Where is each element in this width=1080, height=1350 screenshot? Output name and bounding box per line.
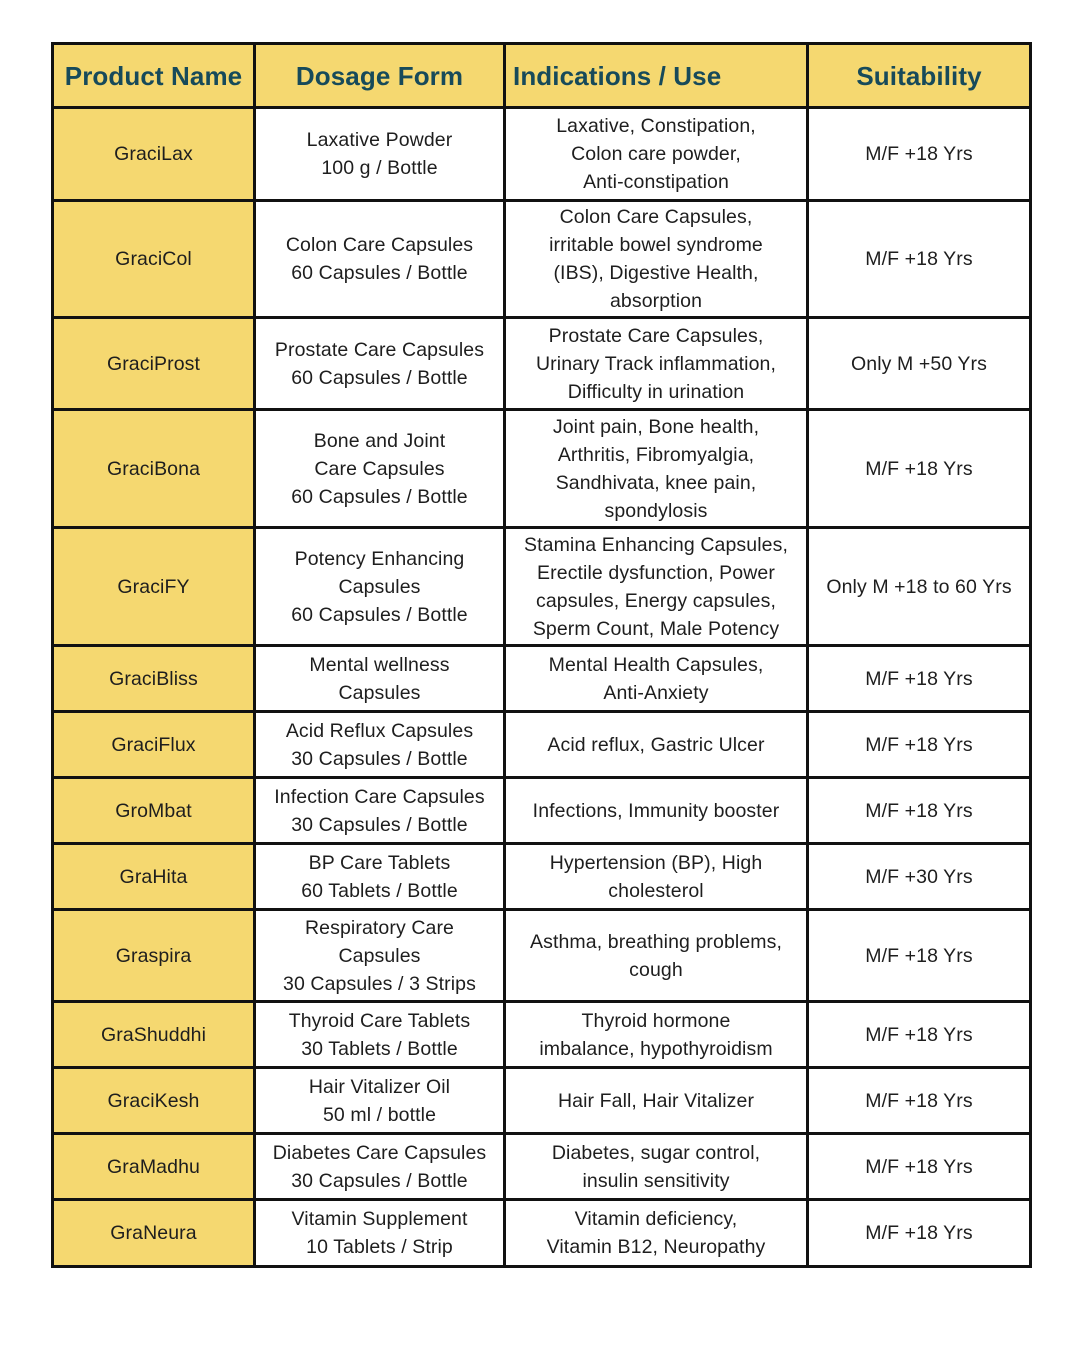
indications-line: Asthma, breathing problems, xyxy=(530,930,782,953)
dosage-form-line: Diabetes Care Capsules xyxy=(272,1141,487,1164)
suitability-cell: M/F +18 Yrs xyxy=(808,778,1031,844)
header-suitability: Suitability xyxy=(808,44,1031,108)
suitability-cell: M/F +18 Yrs xyxy=(808,1002,1031,1068)
indications-line: irritable bowel syndrome xyxy=(549,234,763,256)
dosage-form-line: 30 Capsules / 3 Strips xyxy=(283,972,476,995)
dosage-form-cell xyxy=(255,910,505,1002)
suitability-cell: M/F +18 Yrs xyxy=(808,410,1031,528)
indications-line: Joint pain, Bone health, xyxy=(552,415,760,438)
dosage-form-line: Laxative Powder xyxy=(306,129,453,151)
dosage-form-line: Infection Care Capsules xyxy=(274,785,485,808)
indications-cell xyxy=(505,712,808,778)
indications-line: Laxative, Constipation, xyxy=(556,115,756,137)
indications-line: Arthritis, Fibromyalgia, xyxy=(557,443,755,466)
indications-cell xyxy=(505,1134,808,1200)
dosage-form-line: 30 Tablets / Bottle xyxy=(301,1037,458,1060)
product-name-cell: GroMbat xyxy=(53,778,255,844)
table-row xyxy=(53,1068,1031,1134)
dosage-form-line: 60 Capsules / Bottle xyxy=(291,262,468,284)
table-row xyxy=(53,1134,1031,1200)
indications-cell xyxy=(505,1068,808,1134)
header-product-name: Product Name xyxy=(53,44,255,108)
table-row xyxy=(53,844,1031,910)
dosage-form-line: Respiratory Care xyxy=(305,916,454,939)
indications-cell xyxy=(505,910,808,1002)
table-row xyxy=(53,1200,1031,1267)
dosage-form-line: 30 Capsules / Bottle xyxy=(291,1169,468,1192)
indications-line: Colon care powder, xyxy=(571,143,741,165)
table-row xyxy=(53,201,1031,318)
table-row xyxy=(53,778,1031,844)
suitability-cell: Only M +50 Yrs xyxy=(808,318,1031,410)
indications-line: Thyroid hormone xyxy=(581,1009,731,1032)
product-name-cell: GraciProst xyxy=(53,318,255,410)
suitability-cell: M/F +18 Yrs xyxy=(808,646,1031,712)
dosage-form-line: Capsules xyxy=(338,944,421,967)
dosage-form-line: BP Care Tablets xyxy=(308,851,451,874)
dosage-form-cell xyxy=(255,712,505,778)
indications-line: capsules, Energy capsules, xyxy=(536,589,776,612)
dosage-form-line: 30 Capsules / Bottle xyxy=(291,813,468,836)
suitability-cell: M/F +18 Yrs xyxy=(808,108,1031,201)
indications-line: (IBS), Digestive Health, xyxy=(553,262,759,284)
header-dosage-form: Dosage Form xyxy=(255,44,505,108)
dosage-form-line: 100 g / Bottle xyxy=(321,157,438,179)
dosage-form-line: 50 ml / bottle xyxy=(322,1103,437,1126)
header-row xyxy=(53,44,1031,108)
suitability-cell: M/F +18 Yrs xyxy=(808,910,1031,1002)
dosage-form-cell xyxy=(255,1002,505,1068)
indications-line: cholesterol xyxy=(608,879,704,902)
dosage-form-line: Colon Care Capsules xyxy=(285,234,474,256)
dosage-form-cell xyxy=(255,844,505,910)
product-name-cell: GraNeura xyxy=(53,1200,255,1267)
product-name-cell: Graspira xyxy=(53,910,255,1002)
indications-line: Acid reflux, Gastric Ulcer xyxy=(547,733,765,756)
indications-line: Urinary Track inflammation, xyxy=(535,352,776,375)
dosage-form-line: Hair Vitalizer Oil xyxy=(308,1075,451,1098)
indications-cell xyxy=(505,1200,808,1267)
dosage-form-cell xyxy=(255,108,505,201)
indications-cell xyxy=(505,1002,808,1068)
dosage-form-cell xyxy=(255,1200,505,1267)
indications-line: insulin sensitivity xyxy=(582,1169,730,1192)
dosage-form-cell xyxy=(255,318,505,410)
indications-line: Anti-Anxiety xyxy=(603,681,709,704)
product-name-cell: GraShuddhi xyxy=(53,1002,255,1068)
dosage-form-line: 60 Capsules / Bottle xyxy=(291,603,468,626)
indications-line: Prostate Care Capsules, xyxy=(548,324,764,347)
dosage-form-cell xyxy=(255,1068,505,1134)
product-name-cell: GraciFlux xyxy=(53,712,255,778)
dosage-form-line: 30 Capsules / Bottle xyxy=(291,747,468,770)
table-row xyxy=(53,528,1031,646)
indications-line: spondylosis xyxy=(604,499,708,522)
dosage-form-line: 60 Capsules / Bottle xyxy=(291,485,468,508)
product-table xyxy=(51,42,1032,1268)
suitability-cell: M/F +30 Yrs xyxy=(808,844,1031,910)
dosage-form-cell xyxy=(255,1134,505,1200)
table-row xyxy=(53,1002,1031,1068)
dosage-form-line: Potency Enhancing xyxy=(294,547,465,570)
dosage-form-cell xyxy=(255,778,505,844)
dosage-form-cell xyxy=(255,410,505,528)
product-name-cell: GraciFY xyxy=(53,528,255,646)
dosage-form-line: Vitamin Supplement xyxy=(291,1208,468,1230)
indications-cell xyxy=(505,646,808,712)
suitability-cell: M/F +18 Yrs xyxy=(808,201,1031,318)
table-row xyxy=(53,108,1031,201)
dosage-form-line: Bone and Joint xyxy=(313,429,446,452)
table-row xyxy=(53,318,1031,410)
indications-line: Erectile dysfunction, Power xyxy=(537,561,775,584)
indications-line: Anti-constipation xyxy=(583,171,729,193)
indications-line: Vitamin deficiency, xyxy=(574,1208,738,1230)
dosage-form-line: Thyroid Care Tablets xyxy=(288,1009,471,1032)
dosage-form-line: Capsules xyxy=(338,575,421,598)
indications-line: Mental Health Capsules, xyxy=(548,653,764,676)
indications-line: Infections, Immunity booster xyxy=(532,799,780,822)
dosage-form-line: Care Capsules xyxy=(314,457,445,480)
table-row xyxy=(53,410,1031,528)
product-name-cell: GraHita xyxy=(53,844,255,910)
header-indications: Indications / Use xyxy=(505,44,808,108)
dosage-form-line: 10 Tablets / Strip xyxy=(306,1236,453,1258)
suitability-cell: M/F +18 Yrs xyxy=(808,1200,1031,1267)
indications-line: cough xyxy=(629,958,683,981)
indications-cell xyxy=(505,201,808,318)
product-name-cell: GraciBliss xyxy=(53,646,255,712)
indications-cell xyxy=(505,778,808,844)
indications-line: absorption xyxy=(609,290,703,312)
suitability-cell: M/F +18 Yrs xyxy=(808,712,1031,778)
indications-line: Hair Fall, Hair Vitalizer xyxy=(557,1089,755,1112)
indications-cell xyxy=(505,410,808,528)
dosage-form-cell xyxy=(255,201,505,318)
indications-cell xyxy=(505,318,808,410)
dosage-form-cell xyxy=(255,528,505,646)
table-body xyxy=(53,108,1031,1267)
indications-line: Diabetes, sugar control, xyxy=(551,1141,761,1164)
indications-line: Vitamin B12, Neuropathy xyxy=(546,1236,766,1258)
suitability-cell: M/F +18 Yrs xyxy=(808,1068,1031,1134)
dosage-form-line: 60 Capsules / Bottle xyxy=(291,366,468,389)
indications-cell xyxy=(505,108,808,201)
suitability-cell: Only M +18 to 60 Yrs xyxy=(808,528,1031,646)
table-row xyxy=(53,910,1031,1002)
indications-line: Stamina Enhancing Capsules, xyxy=(524,533,788,556)
indications-line: Sandhivata, knee pain, xyxy=(555,471,757,494)
indications-line: Sperm Count, Male Potency xyxy=(532,617,780,640)
dosage-form-line: Mental wellness xyxy=(309,653,450,676)
dosage-form-cell xyxy=(255,646,505,712)
indications-line: imbalance, hypothyroidism xyxy=(539,1037,773,1060)
product-name-cell: GraciKesh xyxy=(53,1068,255,1134)
dosage-form-line: Acid Reflux Capsules xyxy=(285,719,474,742)
table-row xyxy=(53,646,1031,712)
indications-line: Colon Care Capsules, xyxy=(559,206,753,228)
dosage-form-line: Capsules xyxy=(338,681,421,704)
indications-line: Hypertension (BP), High xyxy=(549,851,763,874)
product-name-cell: GraciCol xyxy=(53,201,255,318)
dosage-form-line: Prostate Care Capsules xyxy=(274,338,485,361)
suitability-cell: M/F +18 Yrs xyxy=(808,1134,1031,1200)
indications-cell xyxy=(505,844,808,910)
indications-cell xyxy=(505,528,808,646)
dosage-form-line: 60 Tablets / Bottle xyxy=(301,879,458,902)
product-name-cell: GraciBona xyxy=(53,410,255,528)
indications-line: Difficulty in urination xyxy=(567,380,745,403)
table-row xyxy=(53,712,1031,778)
product-name-cell: GraciLax xyxy=(53,108,255,201)
product-name-cell: GraMadhu xyxy=(53,1134,255,1200)
